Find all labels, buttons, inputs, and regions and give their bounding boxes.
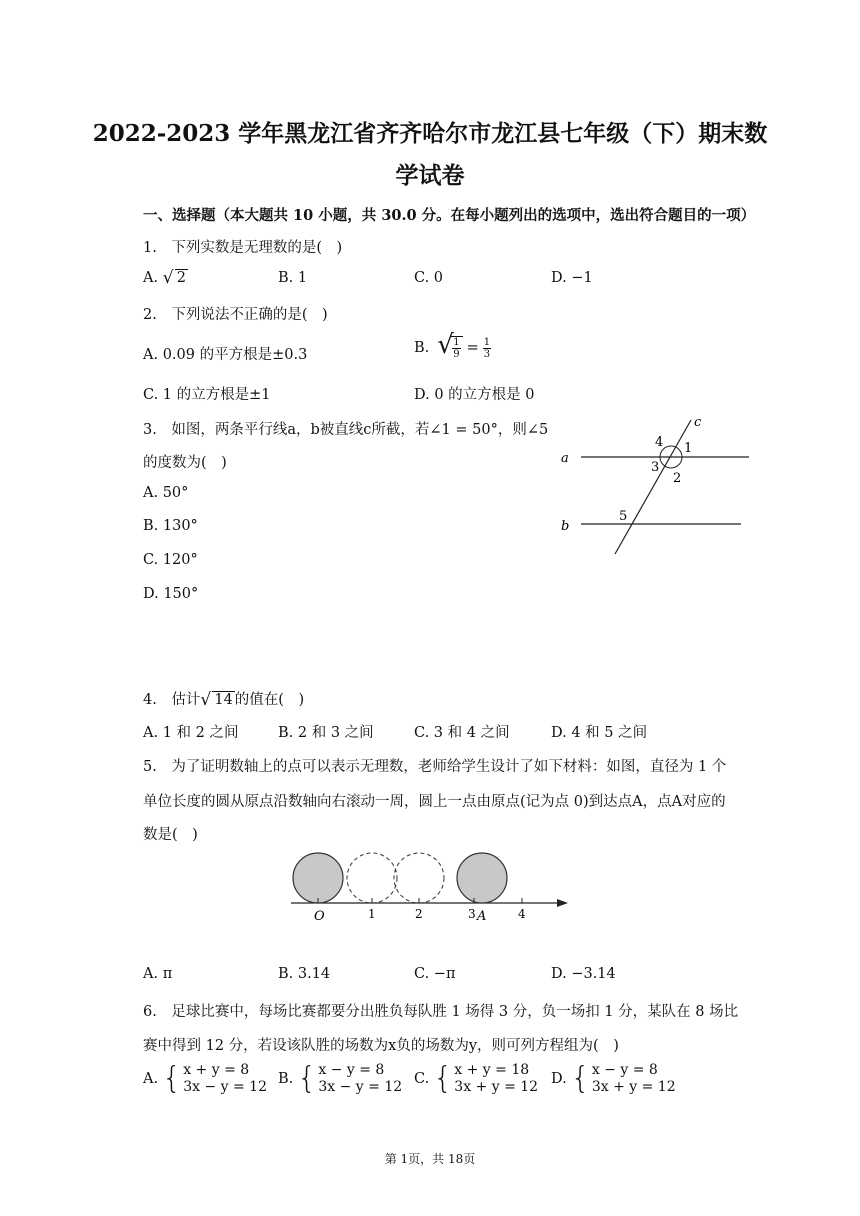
q5-stem-line3: 数是( ) bbox=[143, 827, 198, 843]
sqrt-sign: √ $\frac{1}{9}$ bbox=[437, 336, 462, 360]
q3-option-c: C. 120° bbox=[143, 552, 198, 568]
brace-icon: { bbox=[570, 1061, 590, 1096]
q2-option-a: A. 0.09 的平方根是±0.3 bbox=[143, 347, 308, 363]
q2-b-num1: 1 bbox=[453, 337, 460, 348]
q6-option-a-label: A. bbox=[143, 1071, 159, 1087]
brace-icon: { bbox=[162, 1061, 182, 1096]
q4-option-a: A. 1 和 2 之间 bbox=[143, 725, 239, 741]
label-tick-1: 1 bbox=[368, 907, 376, 921]
q3-option-b: B. 130° bbox=[143, 518, 198, 534]
label-angle-4: 4 bbox=[655, 435, 664, 450]
q6-option-c bbox=[414, 1062, 538, 1096]
q6-stem-line2: 赛中得到 12 分，若设该队胜的场数为x负的场数为y，则可列方程组为( ) bbox=[143, 1038, 619, 1054]
circle-rolling-1 bbox=[347, 853, 397, 903]
line-c bbox=[615, 420, 691, 554]
label-tick-4: 4 bbox=[518, 907, 526, 921]
q4-option-d: D. 4 和 5 之间 bbox=[551, 725, 648, 741]
q1-option-b: B. 1 bbox=[278, 270, 308, 286]
q6-option-a bbox=[143, 1062, 267, 1096]
circle-end bbox=[457, 853, 507, 903]
q2-option-d: D. 0 的立方根是 0 bbox=[414, 387, 535, 403]
brace-icon: { bbox=[297, 1061, 317, 1096]
q3-option-d: D. 150° bbox=[143, 586, 199, 602]
q2-option-c: C. 1 的立方根是±1 bbox=[143, 387, 271, 403]
q4-radicand: 14 bbox=[214, 692, 233, 708]
q2-b-den1: 9 bbox=[453, 349, 460, 360]
q4-stem-post: 的值在( ) bbox=[234, 692, 305, 708]
q4-option-c: C. 3 和 4 之间 bbox=[414, 725, 510, 741]
brace-icon: { bbox=[433, 1061, 453, 1096]
label-tick-3: 3 bbox=[468, 907, 476, 921]
q1-option-a-radicand: 2 bbox=[176, 270, 186, 286]
doc-title-line2: 学试卷 bbox=[395, 162, 465, 189]
q6-a-row1: x + y = 8 bbox=[183, 1062, 250, 1078]
q3-stem-line2: 的度数为( ) bbox=[143, 455, 227, 471]
q6-option-c-label: C. bbox=[414, 1071, 430, 1087]
label-angle-2: 2 bbox=[673, 471, 682, 486]
doc-title-line1: 2022-2023 学年黑龙江省齐齐哈尔市龙江县七年级（下）期末数 bbox=[92, 120, 768, 147]
q5-option-b: B. 3.14 bbox=[278, 966, 331, 982]
q6-d-row1: x − y = 8 bbox=[591, 1062, 658, 1078]
label-b: b bbox=[561, 519, 570, 534]
q2-stem: 2. 下列说法不正确的是( ) bbox=[143, 307, 328, 323]
q6-b-row2: 3x − y = 12 bbox=[318, 1079, 403, 1095]
number-line-figure bbox=[285, 843, 585, 928]
q1-option-a-label: A. bbox=[143, 270, 159, 286]
q5-option-c: C. −π bbox=[414, 966, 456, 982]
arrow-icon bbox=[557, 899, 568, 907]
q4-stem bbox=[143, 688, 304, 709]
q6-option-d-label: D. bbox=[551, 1071, 567, 1087]
label-tick-2: 2 bbox=[415, 907, 423, 921]
q2-option-b-label: B. bbox=[414, 340, 430, 356]
q3-option-a: A. 50° bbox=[143, 485, 189, 501]
label-a: a bbox=[561, 451, 569, 466]
q6-c-row1: x + y = 18 bbox=[454, 1062, 530, 1078]
sqrt-sign: √ 2 bbox=[162, 268, 186, 288]
circle-start bbox=[293, 853, 343, 903]
page-footer: 第 1页，共 18页 bbox=[384, 1152, 476, 1166]
q6-d-row2: 3x + y = 12 bbox=[591, 1079, 676, 1095]
q6-option-b bbox=[278, 1062, 402, 1096]
label-angle-3: 3 bbox=[651, 460, 660, 475]
label-c: c bbox=[694, 415, 702, 430]
q2-option-b bbox=[414, 330, 491, 360]
q4-option-b: B. 2 和 3 之间 bbox=[278, 725, 374, 741]
q6-stem-line1: 6. 足球比赛中，每场比赛都要分出胜负每队胜 1 场得 3 分，负一场扣 1 分，某队在 8 场比 bbox=[143, 1004, 739, 1020]
q5-stem-line2: 单位长度的圆从原点沿数轴向右滚动一周，圆上一点由原点(记为点 0)到达点A，点A对应的 bbox=[143, 794, 726, 810]
label-angle-5: 5 bbox=[619, 509, 628, 524]
q3-stem-line1: 3. 如图，两条平行线a，b被直线c所截，若∠1 = 50°，则∠5 bbox=[143, 422, 549, 438]
label-angle-1: 1 bbox=[684, 441, 693, 456]
q1-stem: 1. 下列实数是无理数的是( ) bbox=[143, 240, 343, 256]
section-heading: 一、选择题（本大题共 10 小题，共 30.0 分。在每小题列出的选项中，选出符合题目的一项） bbox=[143, 207, 756, 224]
sqrt-sign: √ 14 bbox=[200, 690, 233, 710]
q6-option-b-label: B. bbox=[278, 1071, 294, 1087]
q6-option-d bbox=[551, 1062, 676, 1096]
q2-b-den2: 3 bbox=[483, 348, 491, 360]
q2-b-num2: 1 bbox=[483, 336, 491, 348]
q1-option-d: D. −1 bbox=[551, 270, 593, 286]
q1-option-c: C. 0 bbox=[414, 270, 444, 286]
parallel-lines-figure bbox=[555, 412, 755, 560]
q6-c-row2: 3x + y = 12 bbox=[454, 1079, 539, 1095]
q2-b-eq: = bbox=[466, 340, 479, 356]
q4-stem-pre: 4. 估计 bbox=[143, 692, 201, 708]
q6-a-row2: 3x − y = 12 bbox=[183, 1079, 267, 1095]
circle-rolling-2 bbox=[394, 853, 444, 903]
q5-option-a: A. π bbox=[143, 966, 173, 982]
q5-option-d: D. −3.14 bbox=[551, 966, 616, 982]
q5-stem-line1: 5. 为了证明数轴上的点可以表示无理数，老师给学生设计了如下材料：如图，直径为 1 个 bbox=[143, 759, 727, 775]
label-o: O bbox=[314, 909, 325, 924]
q1-option-a bbox=[143, 270, 188, 286]
q6-b-row1: x − y = 8 bbox=[318, 1062, 385, 1078]
label-a-point: A bbox=[477, 909, 487, 924]
